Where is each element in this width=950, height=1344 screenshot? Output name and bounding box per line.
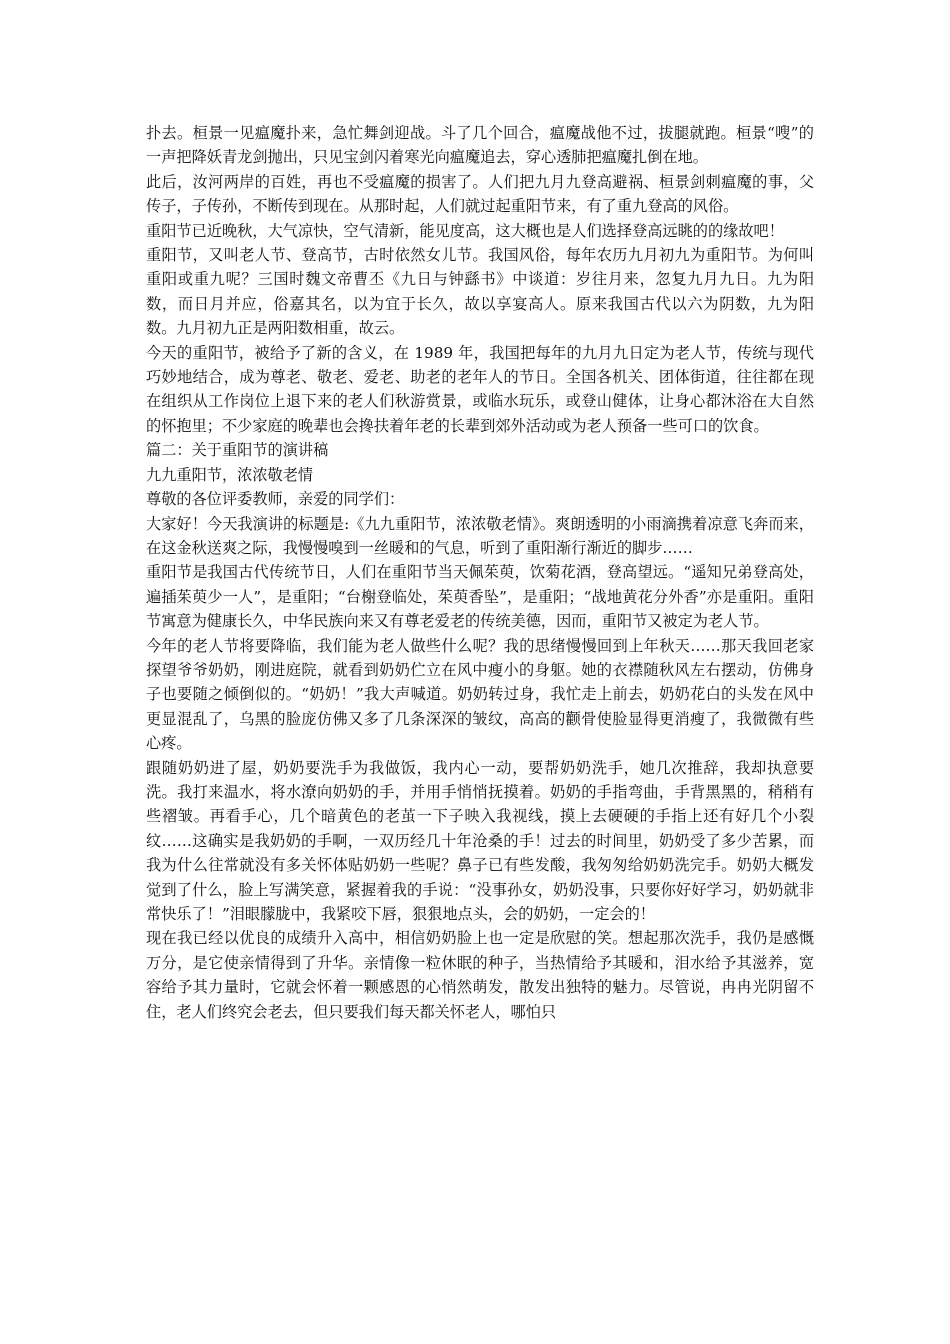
document-body [146,121,814,1024]
paragraph: 现在我已经以优良的成绩升入高中，相信奶奶脸上也一定是欣慰的笑。想起那次洗手，我仍是感慨万分，是它使亲情得到了升华。亲情像一粒休眠的种子，当热情给予其暖和，泪水给予其滋养，宽容给予其力量时，它就会怀着一颗感恩的心悄然萌发，散发出独特的魅力。尽管说，冉冉光阴留不住，老人们终究会老去，但只要我们每天都关怀老人，哪怕只 [146,929,814,1021]
paragraph: 重阳节已近晚秋，大气凉快，空气清新，能见度高，这大概也是人们选择登高远眺的的缘故吧！ [146,221,784,240]
paragraph: 重阳节，又叫老人节、登高节，古时依然女儿节。我国风俗，每年农历九月初九为重阳节。为何叫重阳或重九呢？三国时魏文帝曹丕《九日与钟繇书》中谈道：岁往月来，忽复九月九日。九为阳数，而日月并应，俗嘉其名，以为宜于长久，故以享宴高人。原来我国古代以六为阴数，九为阳数。九月初九正是两阳数相重，故云。 [146,246,814,338]
paragraph: 重阳节是我国古代传统节日，人们在重阳节当天佩茱萸，饮菊花酒，登高望远。“遥知兄弟登高处，遍插茱萸少一人”，是重阳；“台榭登临处，茱萸香坠”，是重阳；“战地黄花分外香”亦是重阳。重阳节寓意为健康长久，中华民族向来又有尊老爱老的传统美德，因而，重阳节又被定为老人节。 [146,563,814,631]
paragraph: 跟随奶奶进了屋，奶奶要洗手为我做饭，我内心一动，要帮奶奶洗手，她几次推辞，我却执意要洗。我打来温水，将水潦向奶奶的手，并用手悄悄抚摸着。奶奶的手指弯曲，手背黑黑的，稍稍有些褶皱。再看手心，几个暗黄色的老茧一下子映入我视线，摸上去硬硬的手指上还有好几个小裂纹……这确实是我奶奶的手啊，一双历经几十年沧桑的手！过去的时间里，奶奶受了多少苦累，而我为什么往常就没有多关怀体贴奶奶一些呢？鼻子已有些发酸，我匆匆给奶奶洗完手。奶奶大概发觉到了什么，脸上写满笑意，紧握着我的手说：“没事孙女，奶奶没事，只要你好好学习，奶奶就非常快乐了！”泪眼朦胧中，我紧咬下唇，狠狠地点头，会的奶奶，一定会的！ [146,758,814,923]
section-heading: 篇二：关于重阳节的演讲稿 [146,441,329,460]
paragraph: 今年的老人节将要降临，我们能为老人做些什么呢？我的思绪慢慢回到上年秋天……那天我回老家探望爷爷奶奶，刚进庭院，就看到奶奶伫立在风中瘦小的身躯。她的衣襟随秋风左右摆动，仿佛身子也要随之倾倒似的。“奶奶！”我大声喊道。奶奶转过身，我忙走上前去，奶奶花白的头发在风中更显混乱了，乌黑的脸庞仿佛又多了几条深深的皱纹，高高的颧骨使脸显得更消瘦了，我微微有些心疼。 [146,636,814,753]
paragraph: 此后，汝河两岸的百姓，再也不受瘟魔的损害了。人们把九月九登高避祸、桓景剑刺瘟魔的事，父传子，子传孙，不断传到现在。从那时起，人们就过起重阳节来，有了重九登高的风俗。 [146,172,814,216]
paragraph: 大家好！今天我演讲的标题是:《九九重阳节，浓浓敬老情》。爽朗透明的小雨滴携着凉意飞奔而来，在这金秋送爽之际，我慢慢嗅到一丝暖和的气息，听到了重阳渐行渐近的脚步…… [146,514,814,557]
paragraph: 今天的重阳节，被给予了新的含义，在 1989 年，我国把每年的九月九日定为老人节，传统与现代巧妙地结合，成为尊老、敬老、爱老、助老的老年人的节日。全国各机关、团体街道，往往都在现在组织从工作岗位上退下来的老人们秋游赏景，或临水玩乐，或登山健体，让身心都沐浴在大自然的怀抱里；不少家庭的晚辈也会搀扶着年老的长辈到郊外活动或为老人预备一些可口的饮食。 [146,343,814,435]
speech-title: 九九重阳节，浓浓敬老情 [146,465,314,484]
salutation: 尊敬的各位评委教师，亲爱的同学们： [146,490,405,509]
paragraph: 扑去。桓景一见瘟魔扑来，急忙舞剑迎战。斗了几个回合，瘟魔战他不过，拔腿就跑。桓景“嗖”的一声把降妖青龙剑抛出，只见宝剑闪着寒光向瘟魔追去，穿心透肺把瘟魔扎倒在地。 [146,124,814,167]
